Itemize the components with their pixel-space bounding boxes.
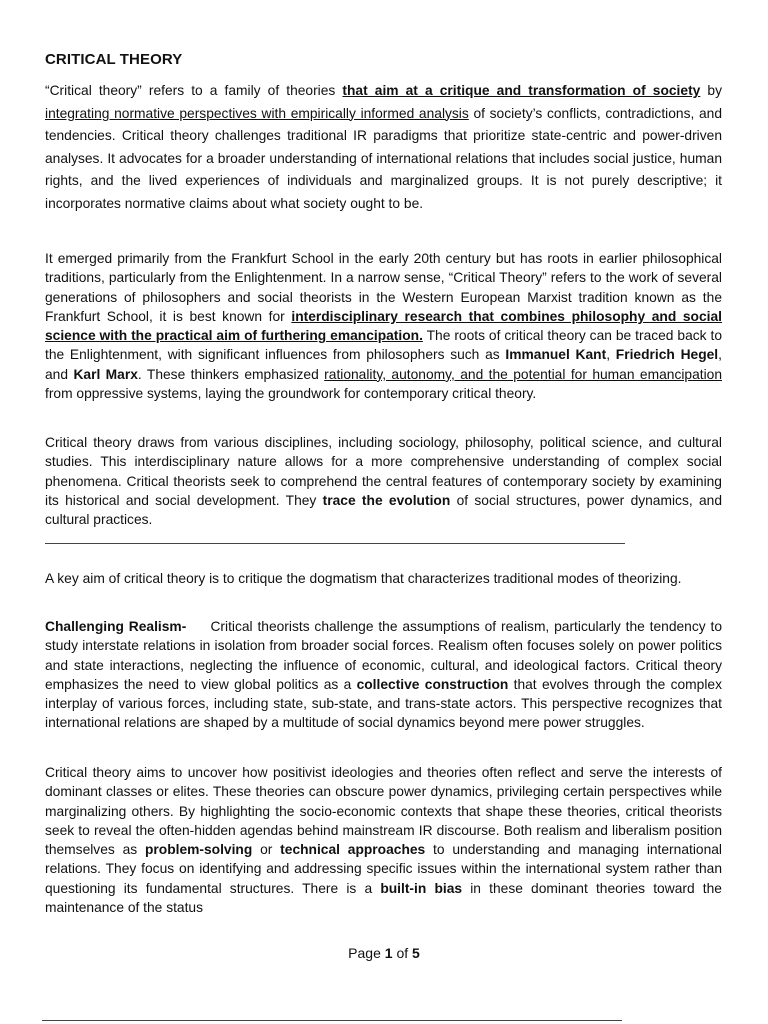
emphasis-text: technical approaches xyxy=(280,842,426,858)
philosopher-name: Friedrich Hegel xyxy=(615,347,719,363)
underlined-text: integrating normative perspectives with empirically informed analysis xyxy=(45,105,469,121)
emphasis-text: that aim at a critique and transformation of society xyxy=(342,83,701,98)
emphasis-text: problem-solving xyxy=(144,842,253,858)
underlined-text: rationality, autonomy, and the potential for human emancipation xyxy=(324,366,722,382)
text-run: Critical theory draws from various disciplines, including sociology, philosophy, political science, and cultural studies. This interdisciplinary nature allows for a more comprehensive understanding of complex social phenomena. Critical theorists seek to comprehend the central features of contemporary society by examining its historical and social development. They xyxy=(45,435,722,508)
paragraph-origins xyxy=(45,249,722,403)
document-title: CRITICAL THEORY xyxy=(45,51,183,68)
text-run: in these dominant theories toward the maintenance of the status xyxy=(45,880,722,916)
paragraph-definition xyxy=(45,80,722,215)
text-run: , and xyxy=(45,347,722,382)
text-run: Critical theorists challenge the assumptions of realism, particularly the tendency to study interstate relations in isolation from broader social forces. Realism often focuses solely on power politics and state interactions, neglecting the influence of economic, cultural, and ideological factors. Critical theory emphasizes the need to view global politics as a xyxy=(45,619,726,692)
text-run: , xyxy=(606,347,616,363)
total-pages: 5 xyxy=(412,945,420,961)
text-run: that evolves through the complex interplay of various forces, including state, sub-state, and trans-state actors. This perspective recognizes that international relations are shaped by a multitude of social dynamics beyond mere power struggles. xyxy=(45,676,722,731)
text-run: The roots of critical theory can be traced back to the Enlightenment, with significant influences from philosophers such as xyxy=(45,328,723,363)
section-heading: Challenging Realism- xyxy=(45,619,187,634)
text-run: . These thinkers emphasized xyxy=(137,366,325,382)
paragraph-disciplines xyxy=(45,433,722,529)
text-run: of society’s conflicts, contradictions, and tendencies. Critical theory challenges traditional IR paradigms that prioritize state-centric and power-driven analyses. It advocates for a broader understanding of international relations that includes social justice, human rights, and the lived experiences of individuals and marginalized groups. It is not purely descriptive; it incorporates normative claims about what society ought to be. xyxy=(45,105,722,211)
paragraph-challenging-realism xyxy=(45,617,726,733)
text-run: Critical theory aims to uncover how positivist ideologies and theories often reflect and serve the interests of dominant classes or elites. These theories can obscure power dynamics, privileging certain perspectives while marginalizing others. By highlighting the socio-economic contexts that shape these theories, critical theorists seek to reveal the often-hidden agendas behind mainstream IR discourse. Both realism and liberalism position themselves as xyxy=(45,765,722,858)
text-run: It emerged primarily from the Frankfurt School in the early 20th century but has roots in earlier philosophical traditions, particularly from the Enlightenment. In a narrow sense, “Critical Theory” refers to the work of several generations of philosophers and social theorists in the Western European Marxist tradition known as the Frankfurt School, it is best known for xyxy=(45,251,722,324)
text-run: “Critical theory” refers to a family of theories xyxy=(45,83,343,98)
philosopher-name: Karl Marx xyxy=(73,366,138,382)
emphasis-text: trace the evolution xyxy=(322,492,451,508)
page-of-label: of xyxy=(392,945,413,961)
emphasis-text: collective construction xyxy=(356,676,509,692)
emphasis-text: built-in bias xyxy=(380,880,463,896)
text-run: by xyxy=(700,83,722,98)
text-run: of social structures, power dynamics, and cultural practices. xyxy=(45,492,722,528)
text-run: or xyxy=(252,842,281,858)
page-label: Page xyxy=(348,945,385,961)
text-run: to understanding and managing international relations. They focus on identifying and addressing specific issues within the international system rather than questioning its fundamental structures. There is a xyxy=(45,842,722,896)
paragraph-positivism xyxy=(45,763,722,917)
footer-divider xyxy=(42,1020,622,1021)
text-run: from oppressive systems, laying the groundwork for contemporary critical theory. xyxy=(45,386,537,402)
emphasis-text: interdisciplinary research that combines philosophy and social science with the practical aim of furthering emancipation. xyxy=(45,308,722,344)
current-page: 1 xyxy=(384,945,393,961)
paragraph-key-aim: A key aim of critical theory is to critique the dogmatism that characterizes traditional modes of theorizing. xyxy=(45,571,682,586)
philosopher-name: Immanuel Kant xyxy=(505,347,607,363)
page-number xyxy=(0,945,768,961)
section-divider xyxy=(45,543,625,544)
